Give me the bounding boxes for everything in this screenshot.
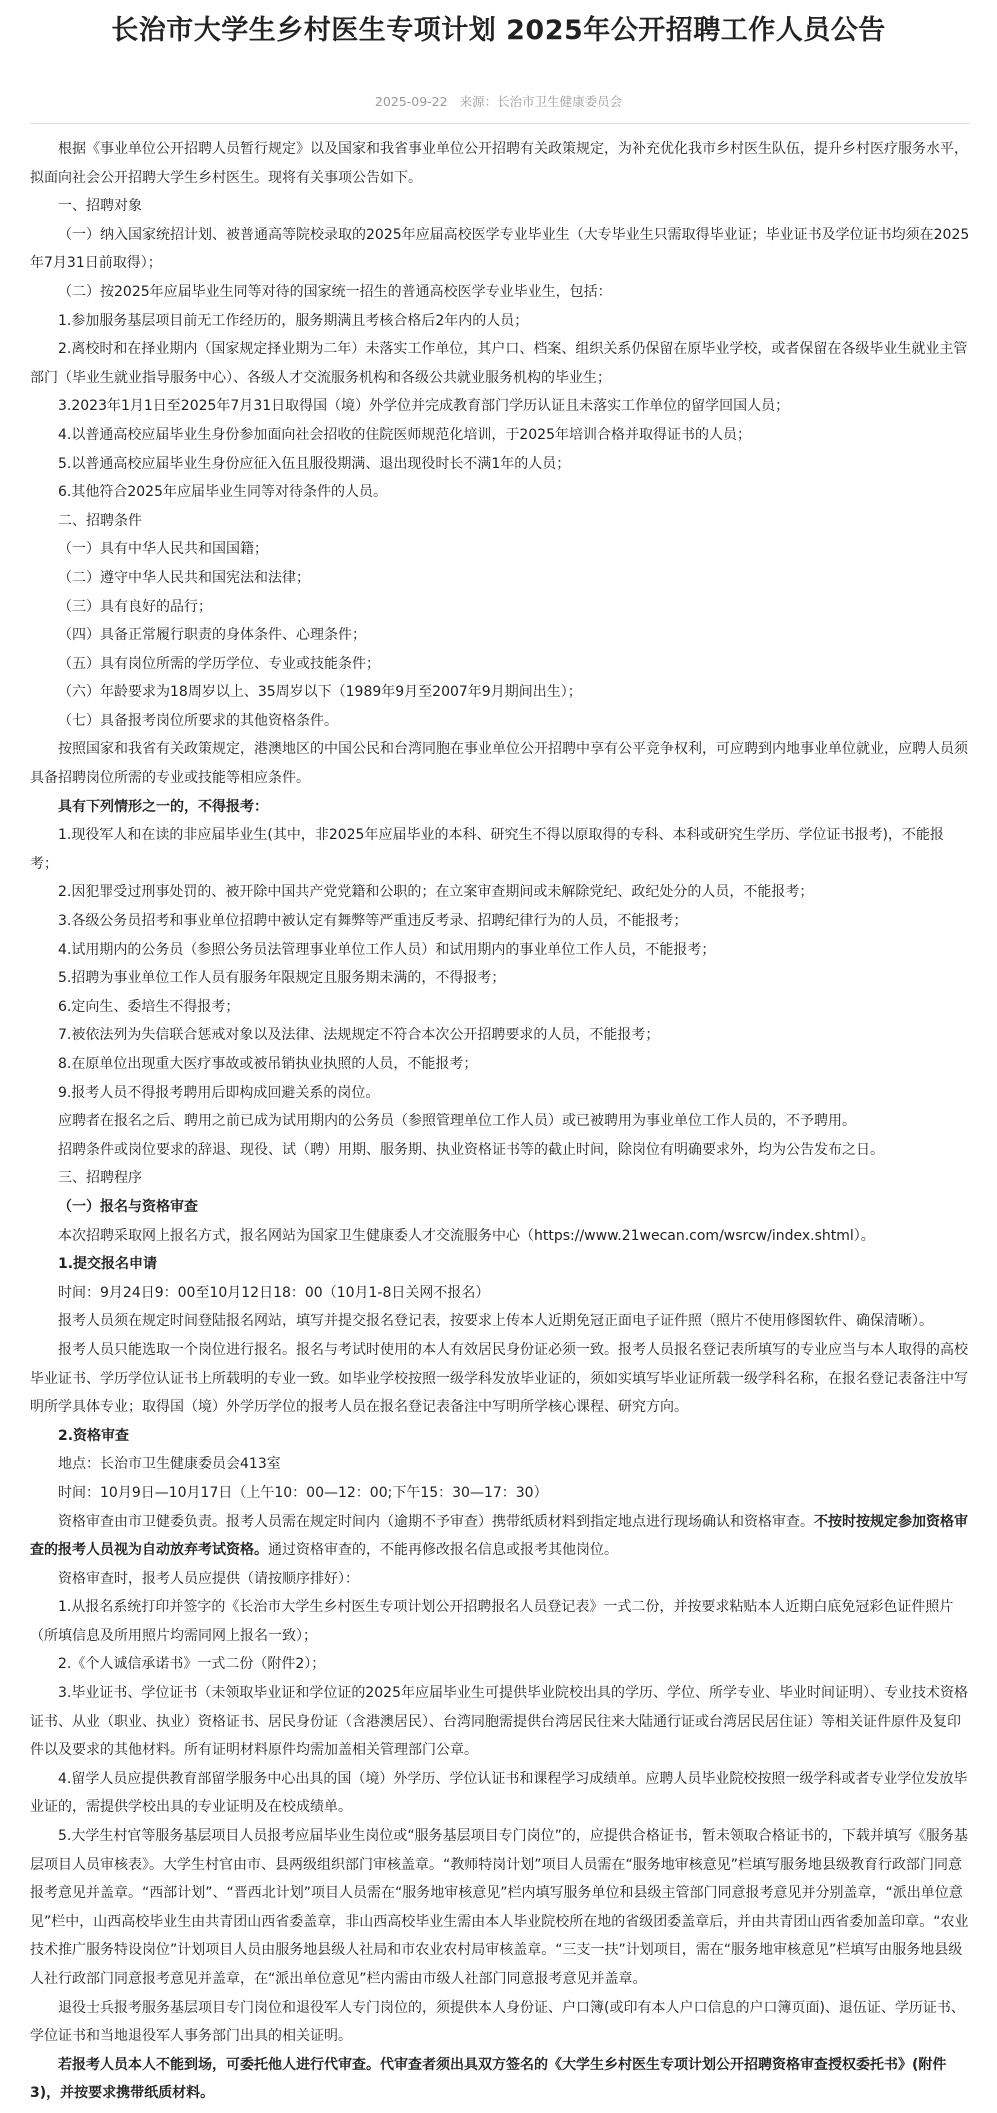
list-item: 4.试用期内的公务员（参照公务员法管理事业单位工作人员）和试用期内的事业单位工作人员，不能报考；	[58, 941, 716, 958]
paragraph: 报考人员只能选取一个岗位进行报名。报名与考试时使用的本人有效居民身份证必须一致。报考人员报名登记表所填写的专业应当与本人取得的高校毕业证书、学历学位认证书上所载明的专业一致。如毕业学校按照一级学科发放毕业证的，须如实填写毕业证所载一级学科名称，在报名登记表备注中写明所学具体专业；取得国（境）外学历学位的报考人员在报名登记表备注中写明所学核心课程、研究方向。	[30, 1341, 968, 1416]
article-source: 来源：长治市卫生健康委员会	[459, 94, 623, 109]
list-item: 8.在原单位出现重大医疗事故或被吊销执业执照的人员，不能报考；	[58, 1056, 478, 1072]
list-item: 9.报考人员不得报考聘用后即构成回避关系的岗位。	[58, 1084, 380, 1101]
list-item: （一）具有中华人民共和国国籍；	[58, 541, 268, 558]
list-item: 6.其他符合2025年应届毕业生同等对待条件的人员。	[58, 484, 387, 501]
bold-heading: 1.提交报名申请	[58, 1256, 158, 1273]
list-item: （二）遵守中华人民共和国宪法和法律；	[58, 569, 310, 586]
paragraph-intro: 根据《事业单位公开招聘人员暂行规定》以及国家和我省事业单位公开招聘有关政策规定，为补充优化我市乡村医生队伍，提升乡村医疗服务水平，拟面向社会公开招聘大学生乡村医生。现将有关事项公告如下。	[30, 141, 968, 186]
list-item: 5.以普通高校应届毕业生身份应征入伍且服役期满、退出现役时长不满1年的人员；	[58, 455, 571, 472]
paragraph: 招聘条件或岗位要求的辞退、现役、试（聘）用期、服务期、执业资格证书等的截止时间，除岗位有明确要求外，均为公告发布之日。	[58, 1141, 884, 1158]
bold-heading: （一）报名与资格审查	[58, 1198, 198, 1215]
list-item: 4.留学人员应提供教育部留学服务中心出具的国（境）外学历、学位认证书和课程学习成绩单。应聘人员毕业院校按照一级学科或者专业学位发放毕业证的，需提供学校出具的专业证明及在校成绩单。	[30, 1770, 968, 1816]
list-item: 4.以普通高校应届毕业生身份参加面向社会招收的住院医师规范化培训，于2025年培训合格并取得证书的人员；	[58, 426, 751, 443]
list-item: 7.被依法列为失信联合惩戒对象以及法律、法规规定不符合本次公开招聘要求的人员，不能报考；	[58, 1027, 660, 1044]
list-item: 1.参加服务基层项目前无工作经历的，服务期满且考核合格后2年内的人员；	[58, 312, 529, 329]
article-body	[30, 135, 970, 2108]
bold-paragraph: 若报考人员本人不能到场，可委托他人进行代审查。代审查者须出具双方签名的《大学生乡村医生专项计划公开招聘资格审查授权委托书》(附件3)，并按要求携带纸质材料。	[30, 2056, 947, 2102]
list-item: 6.定向生、委培生不得报考；	[58, 998, 240, 1015]
list-item: （七）具备报考岗位所要求的其他资格条件。	[58, 712, 338, 729]
publish-date: 2025-09-22	[374, 94, 448, 109]
list-item: 1.现役军人和在读的非应届毕业生(其中，非2025年应届毕业的本科、研究生不得以原取得的专科、本科或研究生学历、学位证书报考)，不能报考；	[30, 827, 944, 872]
list-item: 5.大学生村官等服务基层项目人员报考应届毕业生岗位或“服务基层项目专门岗位”的，应提供合格证书，暂未领取合格证书的，下载并填写《服务基层项目人员审核表》。大学生村官由市、县两级组织部门审核盖章。“教师特岗计划”项目人员需在“服务地审核意见”栏填写服务地县级教育行政部门同意报考意见并盖章。“西部计划”、“晋西北计划”项目人员需在“服务地审核意见”栏内填写服务单位和县级主管部门同意报考意见并分别盖章，“派出单位意见”栏中，山西高校毕业生由共青团山西省委盖章，非山西高校毕业生需由本人毕业院校所在地的省级团委盖章后，并由共青团山西省委加盖印章。“农业技术推广服务特设岗位”计划项目人员由服务地县级人社局和市农业农村局审核盖章。“三支一扶”计划项目，需在“服务地审核意见”栏填写由服务地县级人社行政部门同意报考意见并盖章，在“派出单位意见”栏内需由市级人社部门同意报考意见并盖章。	[30, 1828, 969, 1987]
paragraph: 资格审查时，报考人员应提供（请按顺序排好）：	[58, 1570, 359, 1587]
list-item: 3.各级公务员招考和事业单位招聘中被认定有舞弊等严重违反考录、招聘纪律行为的人员，不能报考；	[58, 913, 688, 930]
paragraph: 时间：10月9日—10月17日（上午10：00—12：00;下午15：30—17：30）	[58, 1484, 548, 1501]
list-item: （六）年龄要求为18周岁以上、35周岁以下（1989年9月至2007年9月期间出生）；	[58, 684, 582, 701]
paragraph: 报考人员须在规定时间登陆报名网站，填写并提交报名登记表，按要求上传本人近期免冠正面电子证件照（照片不使用修图软件、确保清晰）。	[58, 1313, 933, 1330]
paragraph: 时间：9月24日9：00至10月12日18：00（10月1-8日关网不报名）	[58, 1284, 490, 1301]
paragraph: 按照国家和我省有关政策规定，港澳地区的中国公民和台湾同胞在事业单位公开招聘中享有公平竞争权利，可应聘到内地事业单位就业，应聘人员须具备招聘岗位所需的专业或技能等相应条件。	[30, 741, 968, 787]
section-heading: 二、招聘条件	[58, 512, 142, 529]
divider	[30, 123, 970, 124]
section-heading: 一、招聘对象	[58, 198, 142, 215]
paragraph	[30, 1508, 970, 1565]
article-meta	[0, 92, 997, 110]
bold-text: 不按时按规定参加资格审查的报考人员视为自动放弃考试资格。	[30, 1513, 968, 1559]
list-item: （五）具有岗位所需的学历学位、专业或技能条件；	[58, 655, 380, 672]
list-item: 1.从报名系统打印并签字的《长治市大学生乡村医生专项计划公开招聘报名人员登记表》一式二份，并按要求粘贴本人近期白底免冠彩色证件照片（所填信息及所用照片均需同网上报名一致）；	[30, 1599, 954, 1644]
text-run: 资格审查由市卫健委负责。报考人员需在规定时间内（逾期不予审查）携带纸质材料到指定地点进行现场确认和资格审查。	[58, 1513, 814, 1530]
list-item: 5.招聘为事业单位工作人员有服务年限规定且服务期未满的，不得报考；	[58, 970, 506, 987]
paragraph: 应聘者在报名之后、聘用之前已成为试用期内的公务员（参照管理单位工作人员）或已被聘用为事业单位工作人员的，不予聘用。	[58, 1113, 856, 1130]
list-item: 2.《个人诚信承诺书》一式二份（附件2）；	[58, 1656, 326, 1673]
text-run: 通过资格审查的，不能再修改报名信息或报考其他岗位。	[268, 1542, 618, 1559]
paragraph: 退役士兵报考服务基层项目专门岗位和退役军人专门岗位的，须提供本人身份证、户口簿(或印有本人户口信息的户口簿页面)、退伍证、学历证书、学位证书和当地退役军人事务部门出具的相关证明。	[30, 1999, 965, 2045]
paragraph: 本次招聘采取网上报名方式，报名网站为国家卫生健康委人才交流服务中心（https://www.21wecan.com/wsrcw/index.shtml）。	[58, 1227, 875, 1244]
paragraph: （一）纳入国家统招计划、被普通高等院校录取的2025年应届高校医学专业毕业生（大专毕业生只需取得毕业证；毕业证书及学位证书均须在2025年7月31日前取得）；	[30, 226, 970, 272]
paragraph: 地点：长治市卫生健康委员会413室	[58, 1456, 281, 1473]
list-item: （四）具备正常履行职责的身体条件、心理条件；	[58, 627, 366, 644]
bold-heading: 2.资格审查	[58, 1427, 130, 1444]
section-heading: 三、招聘程序	[58, 1170, 142, 1187]
paragraph: （二）按2025年应届毕业生同等对待的国家统一招生的普通高校医学专业毕业生，包括：	[58, 283, 612, 300]
list-item: 3.毕业证书、学位证书（未领取毕业证和学位证的2025年应届毕业生可提供毕业院校出具的学历、学位、所学专业、毕业时间证明）、专业技术资格证书、从业（职业、执业）资格证书、居民身份证（含港澳居民）、台湾同胞需提供台湾居民往来大陆通行证或台湾居民居住证）等相关证件原件及复印件以及要求的其他材料。所有证明材料原件均需加盖相关管理部门公章。	[30, 1685, 968, 1759]
list-item: （三）具有良好的品行；	[58, 598, 212, 615]
list-item: 2.因犯罪受过刑事处罚的、被开除中国共产党党籍和公职的；在立案审查期间或未解除党纪、政纪处分的人员，不能报考；	[58, 884, 814, 901]
bold-heading: 具有下列情形之一的，不得报考：	[58, 798, 268, 815]
list-item: 3.2023年1月1日至2025年7月31日取得国（境）外学位并完成教育部门学历认证且未落实工作单位的留学回国人员；	[58, 398, 790, 415]
page-title: 长治市大学生乡村医生专项计划 2025年公开招聘工作人员公告	[111, 15, 886, 46]
list-item: 2.离校时和在择业期内（国家规定择业期为二年）未落实工作单位，其户口、档案、组织关系仍保留在原毕业学校，或者保留在各级毕业生就业主管部门（毕业生就业指导服务中心）、各级人才交流服务机构和各级公共就业服务机构的毕业生；	[30, 341, 968, 386]
